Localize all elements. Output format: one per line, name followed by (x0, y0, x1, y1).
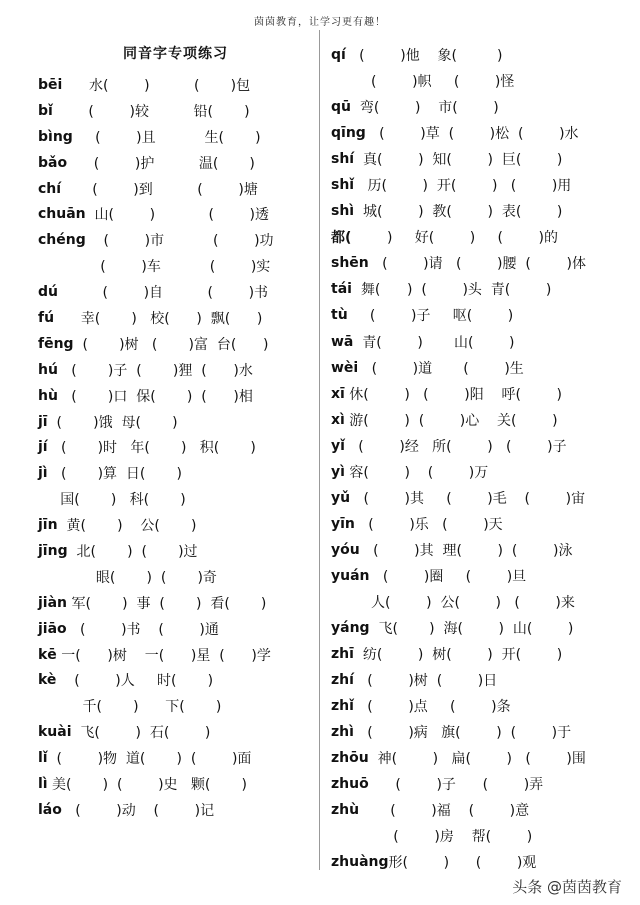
exercise-line (331, 641, 631, 667)
exercise-blanks: ( )道 ( )生 (358, 360, 524, 377)
exercise-line (38, 279, 313, 305)
column-divider (319, 30, 320, 870)
page-header: 茵茵教育，让学习更有趣！ (254, 17, 386, 28)
pinyin-label: zhuàng (331, 854, 389, 871)
exercise-line (38, 201, 313, 227)
exercise-line (331, 381, 631, 407)
exercise-line (38, 616, 313, 642)
exercise-blanks: ( )物 道( ) ( )面 (47, 751, 252, 768)
exercise-blanks: 神( ) 扁( ) ( )围 (368, 751, 586, 768)
exercise-line (38, 72, 313, 98)
exercise-blanks: ( )其 ( )毛 ( )宙 (350, 490, 586, 507)
exercise-line (331, 511, 631, 537)
exercise-line (331, 667, 631, 693)
exercise-line (38, 124, 313, 150)
exercise-blanks: ( )市 ( )功 (85, 233, 274, 250)
exercise-blanks: ( )房 帮( ) (331, 829, 533, 846)
exercise-blanks: 黄( ) 公( ) (57, 518, 197, 535)
exercise-line (38, 486, 313, 512)
pinyin-label: zhuō (331, 776, 369, 793)
pinyin-label: dú (38, 284, 58, 301)
exercise-line (38, 797, 313, 823)
exercise-blanks: 军( ) 事 ( ) 看( ) (67, 595, 267, 612)
pinyin-label: shì (331, 203, 355, 220)
exercise-blanks: 游( ) ( )心 关( ) (344, 412, 558, 429)
exercise-line (331, 589, 631, 615)
pinyin-label: yáng (331, 620, 370, 637)
exercise-line (331, 537, 631, 563)
pinyin-label: yīn (331, 515, 355, 532)
exercise-line (38, 227, 313, 253)
exercise-blanks: 纺( ) 树( ) 开( ) (353, 647, 563, 664)
worksheet-title: 同音字专项练习 (123, 46, 228, 62)
exercise-blanks: ( )子 呕( ) (347, 308, 514, 325)
exercise-line (38, 719, 313, 745)
pinyin-label: tù (331, 307, 348, 324)
exercise-line (331, 198, 631, 224)
pinyin-label: wèi (331, 359, 359, 376)
pinyin-label: zhì (331, 724, 354, 741)
pinyin-label: zhī (331, 646, 354, 663)
exercise-blanks: ( )车 ( )实 (38, 259, 271, 276)
exercise-line (38, 512, 313, 538)
exercise-blanks: ( )且 生( ) (72, 129, 261, 146)
exercise-line (38, 176, 313, 202)
exercise-line (38, 642, 313, 668)
exercise-line (331, 146, 631, 172)
exercise-blanks: ( )子 ( )弄 (368, 777, 544, 794)
exercise-line (331, 719, 631, 745)
exercise-line (38, 305, 313, 331)
exercise-blanks: 青( ) 山( ) (353, 334, 515, 351)
exercise-blanks: 北( ) ( )过 (67, 543, 198, 560)
pinyin-label: kē (38, 646, 57, 663)
pinyin-label: bēi (38, 76, 63, 93)
exercise-line (331, 433, 631, 459)
exercise-blanks: ( )书 ( )通 (66, 621, 219, 638)
exercise-blanks: ) 好( ) ( )的 (351, 230, 559, 247)
pinyin-label: chuān (38, 206, 86, 223)
exercise-blanks: 弯( ) 市( ) (351, 100, 499, 117)
pinyin-label: bìng (38, 128, 73, 145)
exercise-line (38, 434, 313, 460)
exercise-line (331, 250, 631, 276)
exercise-blanks: ( )到 ( )塘 (61, 181, 258, 198)
exercise-line (331, 485, 631, 511)
pinyin-label: jīng (38, 542, 68, 559)
exercise-blanks: ( )经 所( ) ( )子 (344, 438, 567, 455)
exercise-blanks: 历( ) 开( ) ( )用 (354, 178, 572, 195)
pinyin-label: shēn (331, 255, 369, 272)
pinyin-label: chéng (38, 232, 86, 249)
pinyin-label: yǐ (331, 437, 345, 454)
exercise-line (331, 302, 631, 328)
exercise-line (331, 563, 631, 589)
pinyin-label: jiāo (38, 620, 67, 637)
exercise-blanks: ( )树 ( )富 台( ) (73, 336, 269, 353)
exercise-blanks: 国( ) 科( ) (38, 492, 186, 509)
exercise-blanks: 容( ) ( )万 (344, 464, 489, 481)
exercise-blanks: 山( ) ( )透 (85, 207, 270, 224)
exercise-line (331, 745, 631, 771)
exercise-blanks: 一( )树 一( )星 ( )学 (56, 647, 271, 664)
exercise-blanks: ( )饿 母( ) (47, 414, 178, 431)
pinyin-label: xī (331, 385, 345, 402)
exercise-line (331, 355, 631, 381)
exercise-blanks: ( )较 铅( ) (52, 103, 250, 120)
exercise-line (38, 771, 313, 797)
pinyin-label: yóu (331, 541, 360, 558)
exercise-line (38, 253, 313, 279)
exercise-line (331, 823, 631, 849)
exercise-blanks: 幸( ) 校( ) 飘( ) (54, 310, 263, 327)
exercise-line (38, 331, 313, 357)
exercise-blanks: 真( ) 知( ) 巨( ) (354, 152, 563, 169)
exercise-line (331, 407, 631, 433)
exercise-line (331, 615, 631, 641)
pinyin-label: qīng (331, 125, 366, 142)
pinyin-label: tái (331, 281, 352, 298)
exercise-blanks: ( )草 ( )松 ( )水 (365, 126, 579, 143)
exercise-blanks: ( )人 时( ) (56, 673, 214, 690)
exercise-blanks: ( )他 象( ) (345, 48, 503, 65)
exercise-line (331, 120, 631, 146)
exercise-line (38, 667, 313, 693)
pinyin-label: bǎo (38, 154, 68, 171)
exercise-blanks: ( )护 温( ) (67, 155, 255, 172)
exercise-blanks: 水( ) ( )包 (62, 77, 251, 94)
exercise-line (38, 693, 313, 719)
pinyin-label: qū (331, 99, 351, 116)
pinyin-label: 都( (331, 230, 352, 247)
pinyin-label: lǐ (38, 750, 48, 767)
exercise-line (38, 590, 313, 616)
exercise-blanks: 千( ) 下( ) (38, 699, 222, 716)
exercise-blanks: ( )算 日( ) (47, 466, 183, 483)
pinyin-label: fēng (38, 335, 74, 352)
exercise-line (331, 329, 631, 355)
exercise-blanks: ( )点 ( )条 (353, 699, 511, 716)
exercise-blanks: 舞( ) ( )头 青( ) (351, 282, 552, 299)
pinyin-label: jiàn (38, 594, 68, 611)
exercise-blanks: ( )病 旗( ) ( )于 (353, 725, 572, 742)
exercise-line (38, 409, 313, 435)
pinyin-label: shí (331, 151, 355, 168)
pinyin-label: jí (38, 439, 48, 456)
pinyin-label: jì (38, 465, 48, 482)
pinyin-label: kuài (38, 724, 72, 741)
exercise-blanks: 休( ) ( )阳 呼( ) (344, 386, 563, 403)
pinyin-label: chí (38, 180, 62, 197)
pinyin-label: hú (38, 361, 58, 378)
exercise-blanks: 城( ) 教( ) 表( ) (354, 204, 563, 221)
pinyin-label: láo (38, 801, 62, 818)
exercise-blanks: ( )时 年( ) 积( ) (47, 440, 256, 457)
pinyin-label: yǔ (331, 489, 351, 506)
exercise-blanks: ( )树 ( )日 (353, 673, 498, 690)
right-column (331, 42, 631, 876)
exercise-blanks: 飞( ) 石( ) (71, 725, 211, 742)
exercise-line (38, 564, 313, 590)
left-column (38, 40, 313, 823)
pinyin-label: bǐ (38, 102, 53, 119)
exercise-blanks: ( )其 理( ) ( )泳 (359, 542, 573, 559)
exercise-line (38, 460, 313, 486)
pinyin-label: yuán (331, 567, 370, 584)
pinyin-label: zhí (331, 672, 354, 689)
exercise-line (331, 276, 631, 302)
exercise-line (38, 357, 313, 383)
exercise-blanks: ( )子 ( )狸 ( )水 (57, 362, 253, 379)
exercise-blanks: ( )乐 ( )天 (354, 516, 503, 533)
exercise-blanks: ( )圈 ( )旦 (369, 568, 527, 585)
pinyin-label: zhǐ (331, 698, 354, 715)
right-exercise-list (331, 42, 631, 876)
watermark: 头条 @茵茵教育 (512, 878, 622, 896)
exercise-line (331, 459, 631, 485)
exercise-line (331, 771, 631, 797)
exercise-line (331, 94, 631, 120)
left-exercise-list (38, 72, 313, 823)
exercise-blanks: 形( ) ( )观 (388, 855, 537, 872)
exercise-blanks: 美( ) ( )史 颗( ) (47, 776, 247, 793)
exercise-line (331, 224, 631, 250)
exercise-line (38, 150, 313, 176)
pinyin-label: wā (331, 333, 354, 350)
exercise-blanks: 人( ) 公( ) ( )来 (331, 595, 575, 611)
exercise-blanks: ( )请 ( )腰 ( )体 (368, 256, 586, 273)
exercise-line (38, 98, 313, 124)
exercise-blanks: ( )福 ( )意 (359, 803, 530, 820)
pinyin-label: shǐ (331, 177, 355, 194)
pinyin-label: jī (38, 413, 48, 430)
pinyin-label: zhōu (331, 750, 369, 767)
exercise-line (331, 68, 631, 94)
exercise-blanks: 眼( ) ( )奇 (38, 569, 217, 586)
exercise-blanks: ( )口 保( ) ( )相 (57, 388, 253, 405)
exercise-line (331, 797, 631, 823)
pinyin-label: jīn (38, 517, 58, 534)
pinyin-label: fú (38, 309, 55, 326)
pinyin-label: xì (331, 411, 345, 428)
pinyin-label: hù (38, 387, 58, 404)
exercise-blanks: 飞( ) 海( ) 山( ) (369, 621, 574, 638)
exercise-blanks: ( )自 ( )书 (58, 285, 269, 302)
exercise-line (331, 42, 631, 68)
exercise-blanks: ( )帜 ( )怪 (331, 74, 515, 91)
exercise-line (331, 849, 631, 875)
pinyin-label: kè (38, 672, 57, 689)
pinyin-label: qí (331, 47, 346, 64)
pinyin-label: zhù (331, 802, 360, 819)
exercise-line (38, 745, 313, 771)
exercise-line (38, 538, 313, 564)
exercise-blanks: ( )动 ( )记 (61, 802, 215, 819)
exercise-line (331, 693, 631, 719)
exercise-line (331, 172, 631, 198)
pinyin-label: yì (331, 463, 345, 480)
pinyin-label: lì (38, 775, 48, 792)
exercise-line (38, 383, 313, 409)
